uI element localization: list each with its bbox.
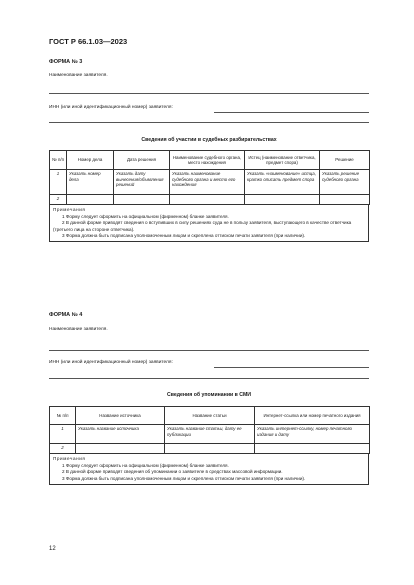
form4-col-source: Название источника [76, 407, 165, 425]
page-number: 12 [49, 546, 56, 552]
form4-notes-title: Примечания [53, 456, 86, 461]
table-cell [320, 195, 370, 205]
form3-col-case: Номер дела [67, 151, 114, 170]
table-cell: Указать наименование судебного органа и место его нахождения [170, 170, 245, 195]
form4-note-1: 1 Форму следует оформить на официальном (фирменном) бланке заявителя. [62, 463, 229, 469]
form3-col-date: Дата решения [114, 151, 170, 170]
document-header: ГОСТ Р 66.1.03—2023 [49, 37, 128, 46]
table-row [50, 170, 370, 195]
form3-note-1: 1 Форму следует оформить на официальном (фирменном) бланке заявителя. [62, 214, 229, 220]
form4-applicant-label: Наименование заявителя. [49, 327, 108, 332]
table-cell: Указать номер дела [67, 170, 114, 195]
table-cell: Указать решение судебного органа [320, 170, 370, 195]
form3-table [49, 150, 370, 205]
table-cell [165, 444, 255, 454]
form3-note-2: 2 В данной форме приводят сведения о вступивших в силу решениях суда не в пользу заявителя, выступающего в качестве ответчика (третьего лица на стороне ответчика). [53, 220, 352, 232]
form4-notes [49, 454, 369, 485]
form3-table-block [49, 150, 369, 242]
form4-note-3: 3 Форма должна быть подписана уполномоченным лицом и скреплена оттиском печати заявителя (при наличии). [62, 475, 306, 481]
table-cell [114, 195, 170, 205]
table-cell: 1 [50, 170, 67, 195]
form3-col-num: № п/п [50, 151, 67, 170]
form3-inn-label: ИНН (или иной идентификационный номер) заявителя: [49, 105, 173, 110]
form3-applicant-line [49, 93, 369, 94]
form3-extra-line [49, 122, 369, 123]
form4-table [49, 406, 370, 454]
form4-col-link: Интернет-ссылка или номер печатного издания [255, 407, 370, 425]
form3-notes [49, 205, 369, 242]
form4-section-title: Сведения об упоминании в СМИ [166, 392, 251, 398]
table-cell: 2 [50, 195, 67, 205]
form4-table-block [49, 406, 369, 485]
form3-col-decision: Решение [320, 151, 370, 170]
form3-notes-title: Примечания [53, 207, 86, 212]
form4-inn-label: ИНН (или иной идентификационный номер) заявителя: [49, 360, 173, 365]
form3-title: ФОРМА № 3 [49, 59, 83, 65]
form4-header-row [50, 407, 370, 425]
table-row [50, 195, 370, 205]
form4-inn-line [214, 367, 369, 368]
form4-extra-line [49, 378, 369, 379]
form3-header-row [50, 151, 370, 170]
form3-note-3: 3 Форма должна быть подписана уполномоченным лицом и скреплена оттиском печати заявителя (при наличии). [62, 232, 306, 238]
form4-col-num: № п/п [50, 407, 76, 425]
form3-applicant-label: Наименование заявителя. [49, 73, 108, 78]
form3-col-plaintiff: Истец (наименование ответчика, предмет спора) [245, 151, 320, 170]
table-cell [76, 444, 165, 454]
table-cell: Указать интернет-ссылку, номер печатного издания и дату [255, 425, 370, 444]
table-row [50, 444, 370, 454]
table-cell [170, 195, 245, 205]
table-cell: Указать «наименование» истца, кратко описать предмет спора [245, 170, 320, 195]
table-cell [245, 195, 320, 205]
table-cell: 1 [50, 425, 76, 444]
form4-applicant-line [49, 350, 369, 351]
table-cell: 2 [50, 444, 76, 454]
form3-col-court: Наименование судебного органа, место нахождения [170, 151, 245, 170]
table-row [50, 425, 370, 444]
form4-col-article: Название статьи [165, 407, 255, 425]
form4-title: ФОРМА № 4 [49, 312, 83, 318]
table-cell: Указать дату вынесения/объявления решений [114, 170, 170, 195]
table-cell [255, 444, 370, 454]
form3-section-title: Сведения об участии в судебных разбирательствах [141, 137, 277, 143]
table-cell: Указать название статьи, дату ее публикации [165, 425, 255, 444]
table-cell [67, 195, 114, 205]
form4-note-2: 2 В данной форме приводят сведения об упоминании о заявителе в средствах массовой информации. [62, 469, 283, 475]
table-cell: Указать название источника [76, 425, 165, 444]
form3-inn-line [214, 112, 369, 113]
